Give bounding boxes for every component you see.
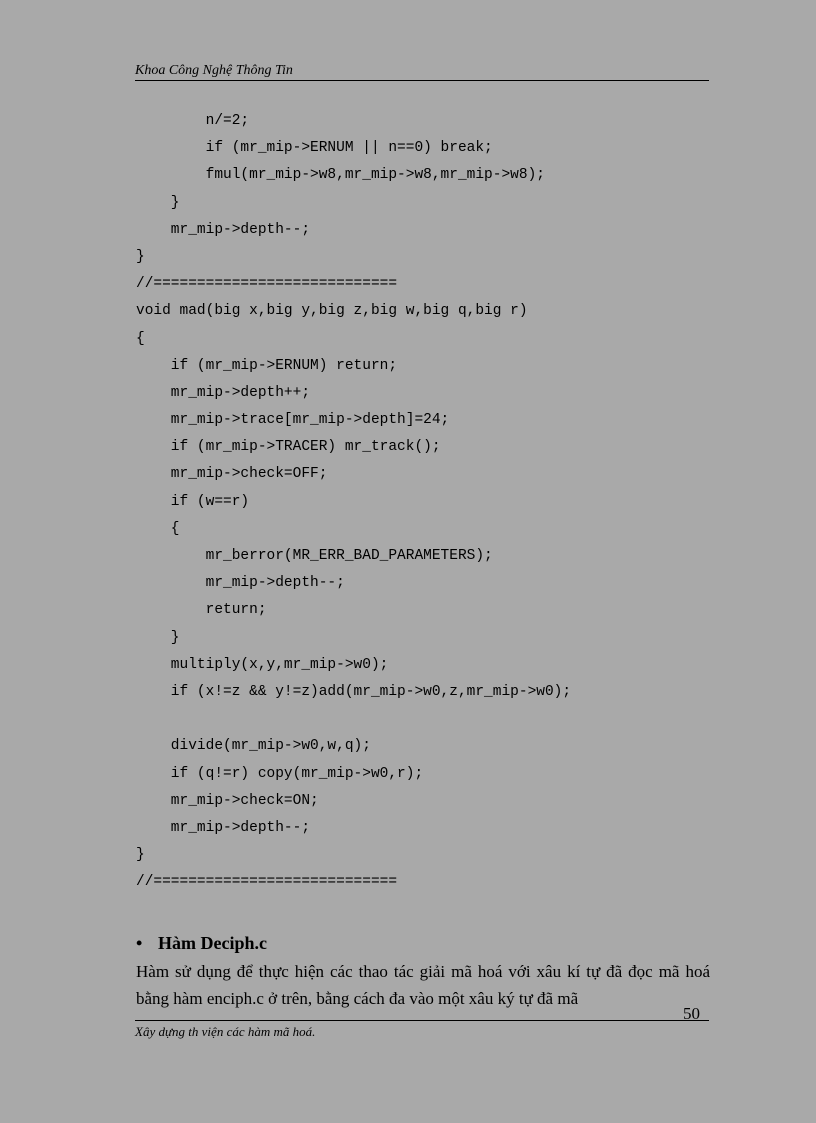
- code-line: }: [136, 847, 145, 864]
- code-block: [136, 108, 571, 896]
- bullet-icon: •: [136, 933, 143, 953]
- section-title: Hàm Deciph.c: [158, 933, 267, 953]
- page-header: [135, 62, 709, 81]
- code-line: }: [136, 248, 145, 265]
- code-line: mr_mip->check=ON;: [136, 792, 319, 809]
- code-line: //============================: [136, 874, 398, 891]
- code-line: {: [136, 330, 145, 347]
- code-line: [136, 706, 571, 733]
- code-line: return;: [136, 602, 267, 619]
- code-line: if (mr_mip->TRACER) mr_track();: [136, 439, 441, 456]
- code-line: {: [136, 520, 180, 537]
- code-line: if (w==r): [136, 493, 250, 510]
- footer-text: Xây dựng th viện các hàm mã hoá.: [135, 1024, 316, 1039]
- code-line: fmul(mr_mip->w8,mr_mip->w8,mr_mip->w8);: [136, 167, 545, 184]
- code-line: mr_mip->depth--;: [136, 819, 311, 836]
- section-paragraph: Hàm sử dụng để thực hiện các thao tác giải mã hoá với xâu kí tự đã đọc mã hoá bằng hàm enciph.c ở trên, bằng cách đa vào một xâu ký tự đã mã: [136, 962, 710, 1008]
- code-line: }: [136, 629, 180, 646]
- header-title: Khoa Công Nghệ Thông Tin: [135, 63, 293, 78]
- code-line: mr_mip->check=OFF;: [136, 466, 328, 483]
- section-heading: [136, 932, 267, 954]
- code-line: mr_mip->depth++;: [136, 384, 311, 401]
- code-line: }: [136, 194, 180, 211]
- code-line: if (mr_mip->ERNUM || n==0) break;: [136, 140, 493, 157]
- code-line: mr_mip->depth--;: [136, 575, 345, 592]
- code-line: mr_mip->depth--;: [136, 221, 311, 238]
- code-line: void mad(big x,big y,big z,big w,big q,big r): [136, 303, 528, 320]
- code-line: if (x!=z && y!=z)add(mr_mip->w0,z,mr_mip->w0);: [136, 683, 572, 700]
- code-line: if (mr_mip->ERNUM) return;: [136, 357, 398, 374]
- code-line: mr_berror(MR_ERR_BAD_PARAMETERS);: [136, 548, 493, 564]
- code-line: mr_mip->trace[mr_mip->depth]=24;: [136, 412, 450, 429]
- page-footer: [135, 1020, 709, 1041]
- code-line: //============================: [136, 276, 398, 293]
- page-number: 50: [683, 1004, 700, 1023]
- code-line: n/=2;: [136, 113, 250, 129]
- code-line: if (q!=r) copy(mr_mip->w0,r);: [136, 765, 424, 782]
- code-line: divide(mr_mip->w0,w,q);: [136, 738, 371, 755]
- code-line: multiply(x,y,mr_mip->w0);: [136, 656, 389, 673]
